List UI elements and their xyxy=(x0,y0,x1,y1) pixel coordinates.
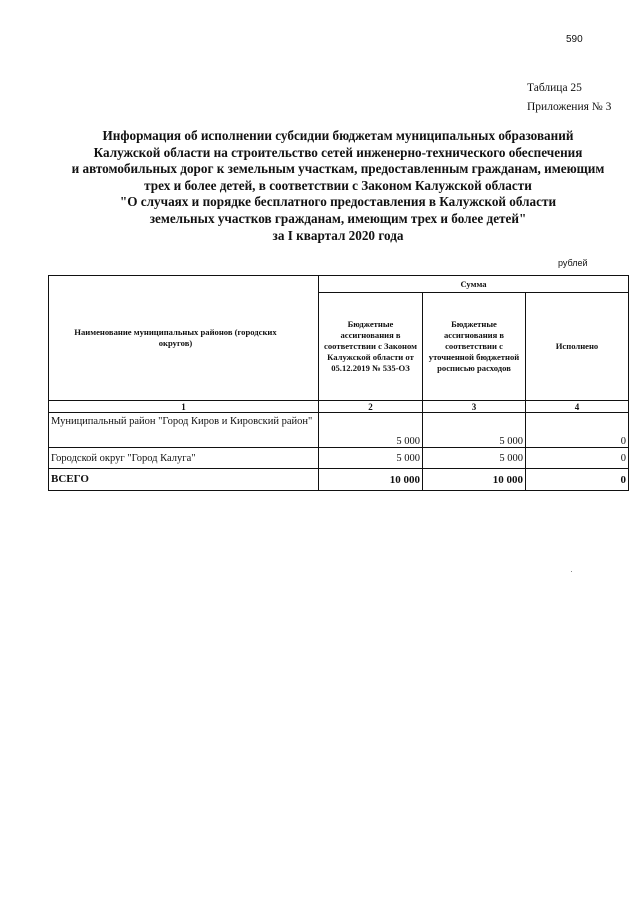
column-number: 1 xyxy=(49,401,319,413)
header-name-column: Наименование муниципальных районов (городских округов) xyxy=(49,276,319,401)
row-name: Городской округ "Город Калуга" xyxy=(49,448,319,469)
total-revised-allocation: 10 000 xyxy=(423,469,526,491)
title-line: и автомобильных дорог к земельным участкам, предоставленным гражданам, имеющим xyxy=(71,161,605,177)
table-row xyxy=(49,448,629,469)
total-law-allocation: 10 000 xyxy=(319,469,423,491)
table-reference: Таблица 25 xyxy=(527,82,582,94)
row-revised-allocation: 5 000 xyxy=(423,413,526,448)
column-number: 3 xyxy=(423,401,526,413)
column-number: 4 xyxy=(526,401,629,413)
units-label: рублей xyxy=(558,258,588,268)
header-revised-allocations: Бюджетные ассигнования в соответствии с уточненной бюджетной росписью расходов xyxy=(423,293,526,401)
total-executed: 0 xyxy=(526,469,629,491)
header-executed: Исполнено xyxy=(526,293,629,401)
page-number: 590 xyxy=(566,34,583,45)
document-title xyxy=(46,128,630,244)
total-row xyxy=(49,469,629,491)
title-line: трех и более детей, в соответствии с Законом Калужской области xyxy=(144,177,532,193)
column-number-row xyxy=(49,401,629,413)
subsidy-table xyxy=(48,275,629,491)
title-line: Информация об исполнении субсидии бюджетам муниципальных образований xyxy=(102,128,574,143)
scan-speck xyxy=(571,571,572,572)
row-name: Муниципальный район "Город Киров и Кировский район" xyxy=(49,413,319,448)
header-sum-group: Сумма xyxy=(319,276,629,293)
title-line: земельных участков гражданам, имеющим трех и более детей" xyxy=(149,210,527,226)
title-line: Калужской области на строительство сетей инженерно-технического обеспечения xyxy=(93,144,583,160)
row-executed: 0 xyxy=(526,413,629,448)
row-executed: 0 xyxy=(526,448,629,469)
row-law-allocation: 5 000 xyxy=(319,448,423,469)
table-row xyxy=(49,413,629,448)
column-number: 2 xyxy=(319,401,423,413)
total-label: ВСЕГО xyxy=(49,469,319,491)
title-line: за I квартал 2020 года xyxy=(272,227,404,243)
header-law-allocations: Бюджетные ассигнования в соответствии с Законом Калужской области от 05.12.2019 № 535-ОЗ xyxy=(319,293,423,401)
appendix-reference: Приложения № 3 xyxy=(527,101,612,113)
row-law-allocation: 5 000 xyxy=(319,413,423,448)
row-revised-allocation: 5 000 xyxy=(423,448,526,469)
title-line: "О случаях и порядке бесплатного предоставления в Калужской области xyxy=(119,194,557,210)
